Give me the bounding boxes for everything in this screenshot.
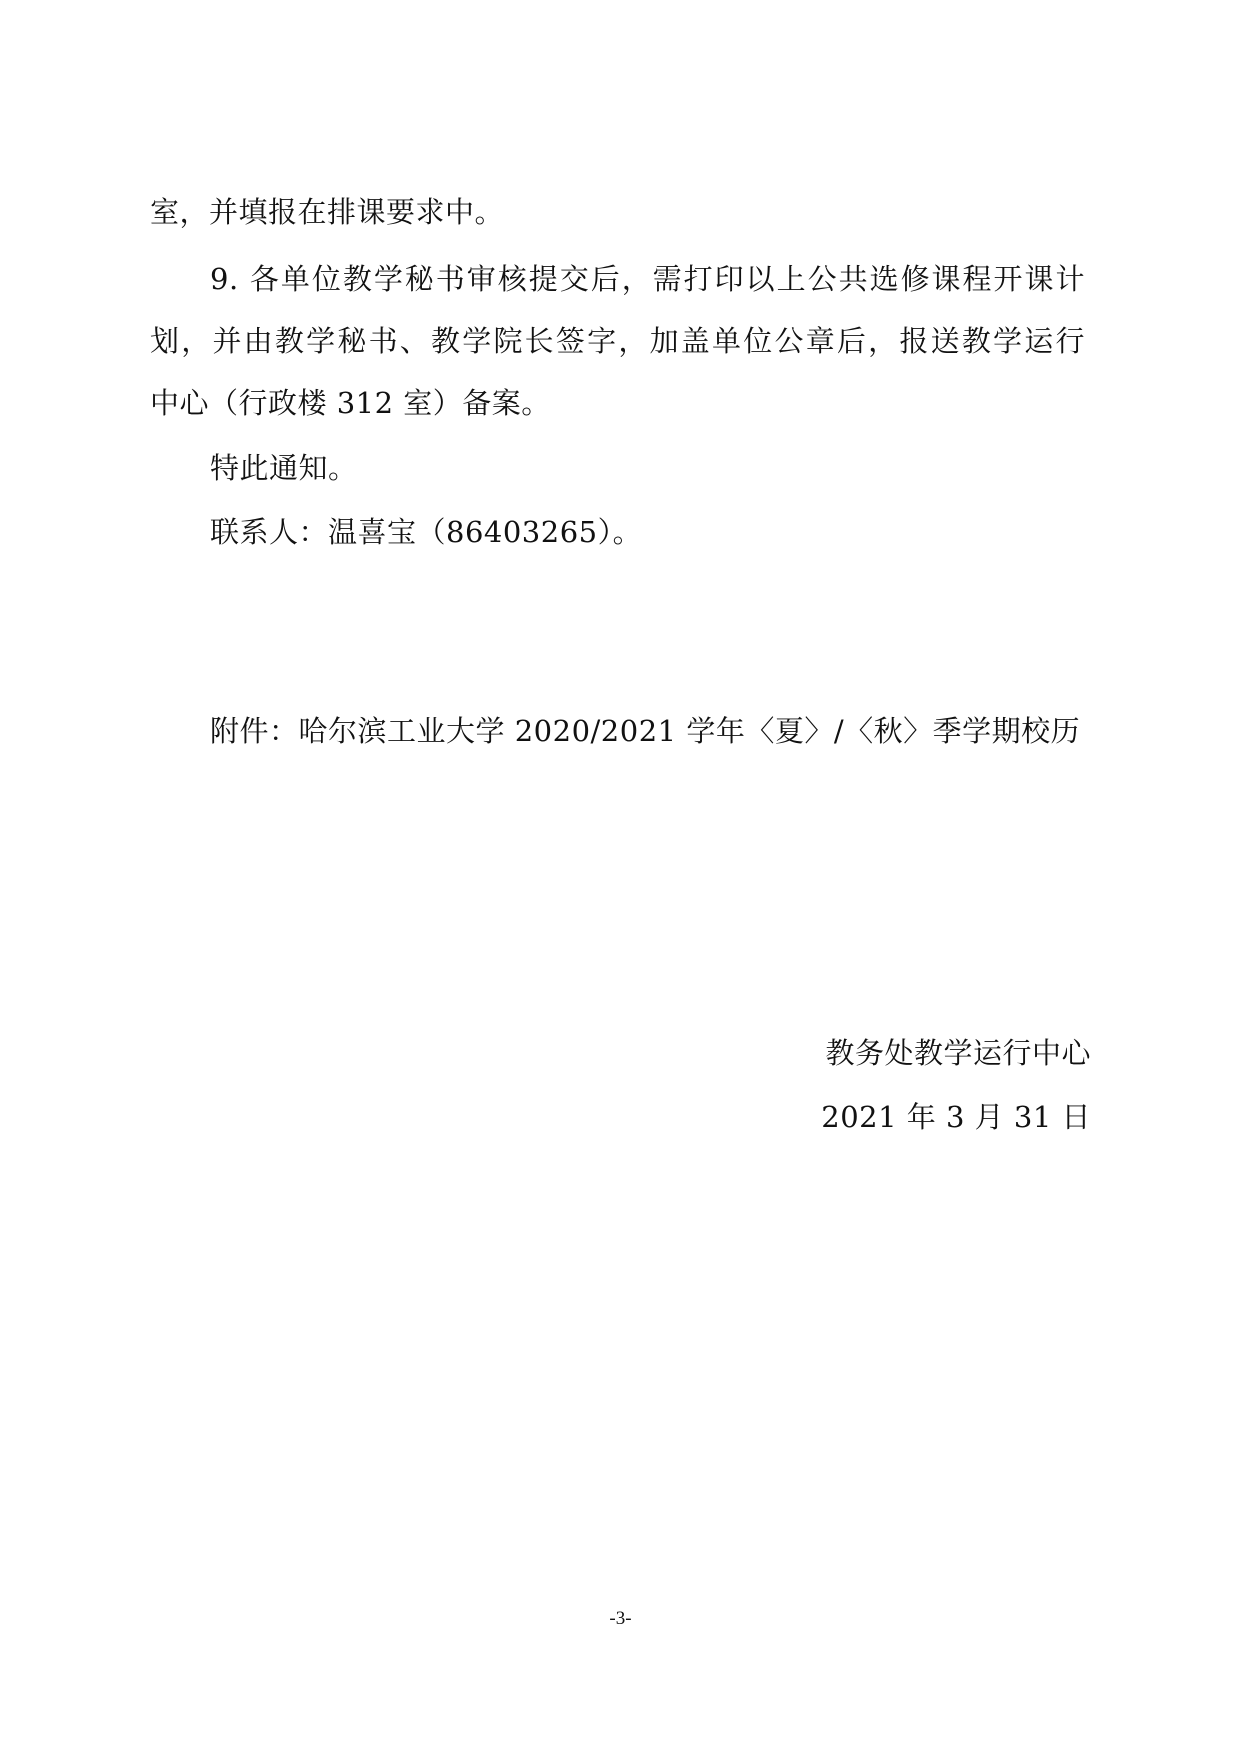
item-9-line-1: 9. 各单位教学秘书审核提交后，需打印以上公共选修课程开课计 (210, 262, 1085, 296)
contact-person: 联系人：温喜宝（86403265）。 (210, 515, 643, 549)
page-number: -3- (609, 1608, 632, 1629)
closing-statement: 特此通知。 (210, 451, 358, 485)
attachment-line: 附件：哈尔滨工业大学 2020/2021 学年〈夏〉/〈秋〉季学期校历 (210, 714, 1081, 748)
item-9-line-3: 中心（行政楼 312 室）备案。 (150, 386, 551, 420)
issue-date: 2021 年 3 月 31 日 (821, 1100, 1091, 1134)
continuation-paragraph-line: 室，并填报在排课要求中。 (150, 195, 505, 229)
issuer-signature: 教务处教学运行中心 (825, 1036, 1091, 1070)
item-9-line-2: 划，并由教学秘书、教学院长签字，加盖单位公章后，报送教学运行 (150, 324, 1085, 358)
